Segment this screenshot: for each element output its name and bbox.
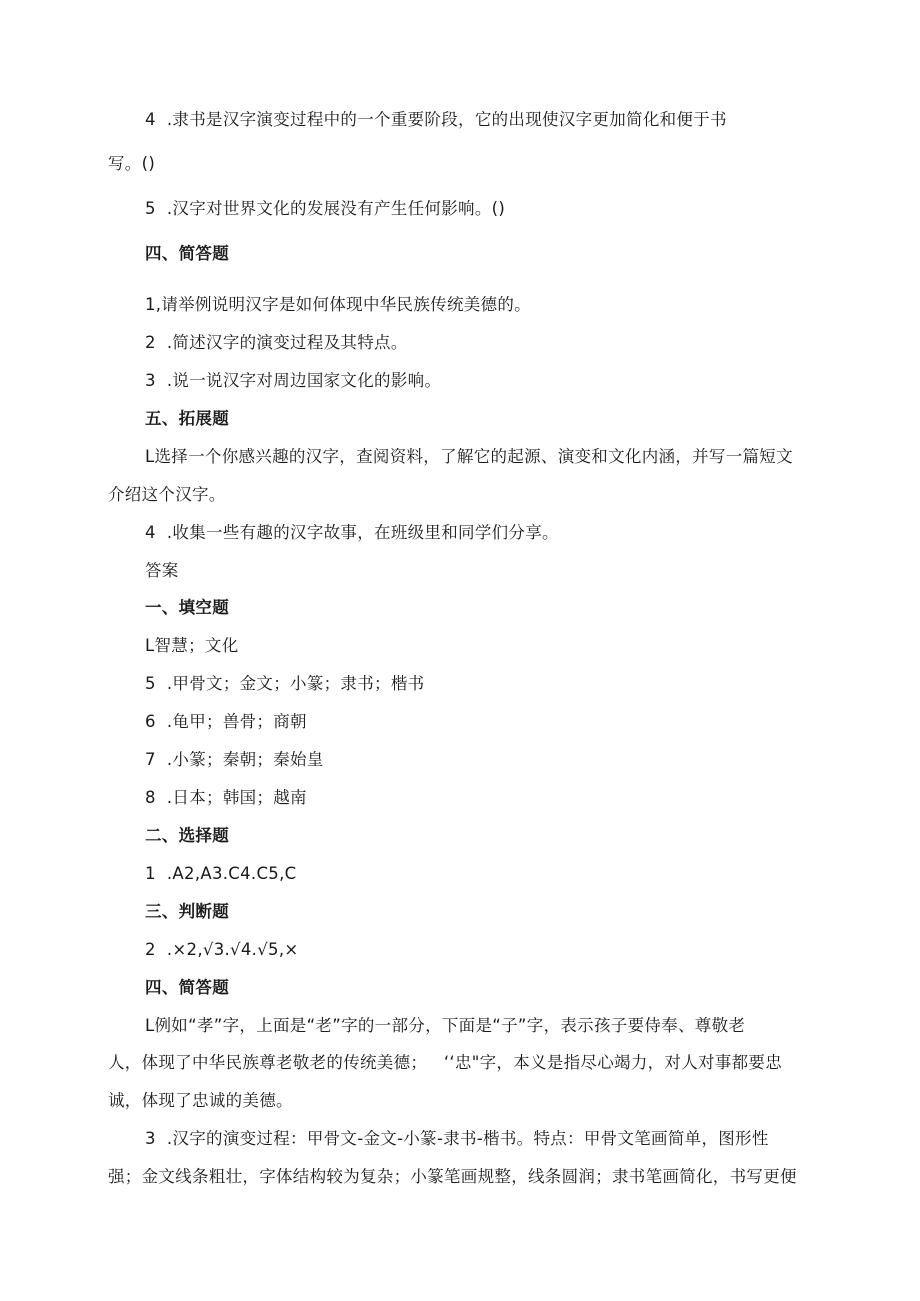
question-judge-4: 4 .隶书是汉字演变过程中的一个重要阶段，它的出现使汉字更加简化和便于书 <box>145 110 727 129</box>
question-extension-1: L选择一个你感兴趣的汉字，查阅资料，了解它的起源、演变和文化内涵，并写一篇短文 <box>145 447 793 466</box>
answer-short-3-cont: 强；金文线条粗壮，字体结构较为复杂；小篆笔画规整，线条圆润；隶书笔画简化，书写更便 <box>108 1167 797 1186</box>
answer-short-1-cont-2: 诚，体现了忠诚的美德。 <box>108 1091 293 1110</box>
answers-heading: 答案 <box>145 561 179 580</box>
answer-heading-judge: 三、判断题 <box>145 902 229 921</box>
question-extension-2: 4 .收集一些有趣的汉字故事，在班级里和同学们分享。 <box>145 523 559 542</box>
question-judge-5: 5 .汉字对世界文化的发展没有产生任何影响。() <box>145 199 506 218</box>
answer-heading-choice: 二、选择题 <box>145 826 229 845</box>
answer-judge: 2 .×2,√3.√4.√5,× <box>145 940 299 959</box>
answer-fill-5: 8 .日本；韩国；越南 <box>145 788 307 807</box>
question-short-3: 3 .说一说汉字对周边国家文化的影响。 <box>145 371 442 390</box>
question-extension-1-cont: 介绍这个汉字。 <box>108 485 226 504</box>
answer-short-1: L例如“孝”字，上面是“老”字的一部分，下面是“子”字，表示孩子要侍奉、尊敬老 <box>145 1016 746 1035</box>
question-short-1: 1,请举例说明汉字是如何体现中华民族传统美德的。 <box>145 295 531 314</box>
answer-heading-fill-blank: 一、填空题 <box>145 598 229 617</box>
section-heading-extension: 五、拓展题 <box>145 409 229 428</box>
answer-fill-4: 7 .小篆；秦朝；秦始皇 <box>145 750 324 769</box>
question-judge-4-cont: 写。() <box>108 154 156 173</box>
answer-short-1-cont-1: 人，体现了中华民族尊老敬老的传统美德； ‘‘忠"字，本义是指尽心竭力，对人对事都要忠 <box>108 1053 783 1072</box>
answer-short-3: 3 .汉字的演变过程：甲骨文-金文-小篆-隶书-楷书。特点：甲骨文笔画简单，图形性 <box>145 1129 769 1148</box>
answer-heading-short-answer: 四、简答题 <box>145 978 229 997</box>
answer-choice: 1 .A2,A3.C4.C5,C <box>145 864 297 883</box>
answer-fill-2: 5 .甲骨文；金文；小篆；隶书；楷书 <box>145 674 425 693</box>
answer-fill-3: 6 .龟甲；兽骨；商朝 <box>145 712 307 731</box>
answer-fill-1: L智慧；文化 <box>145 636 239 655</box>
question-short-2: 2 .简述汉字的演变过程及其特点。 <box>145 333 408 352</box>
section-heading-short-answer: 四、简答题 <box>145 244 229 263</box>
